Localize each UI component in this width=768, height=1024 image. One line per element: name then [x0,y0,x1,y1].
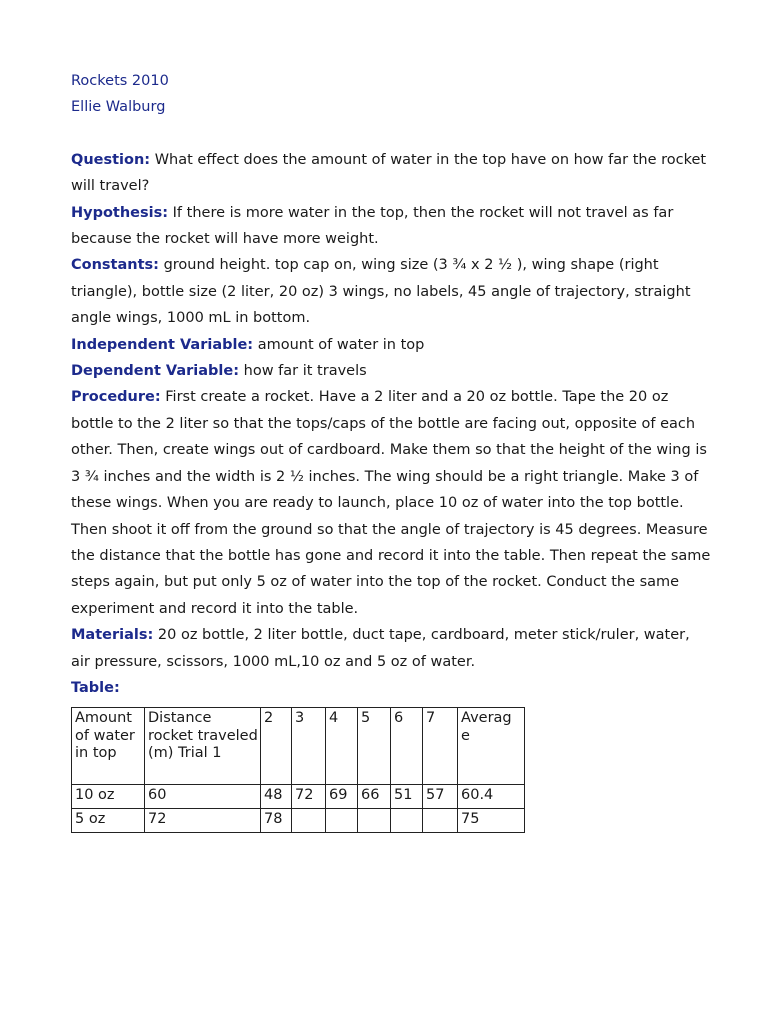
table-cell [391,809,423,833]
table-cell [292,809,326,833]
table-cell [326,809,358,833]
table-section [71,675,711,701]
dependent-variable-section [71,358,711,384]
independent-variable-section [71,332,711,358]
procedure-text: First create a rocket. Have a 2 liter and a 20 oz bottle. Tape the 20 oz bottle to the 2 liter so that the tops/caps of the bottle are facing out, opposite of each other. Then, create wings out of cardboard. Make them so that the height of the wing is 3 ¾ inches and the width is 2 ½ inches. The wing should be a right triangle. Make 3 of these wings. When you are ready to launch, place 10 oz of water into the top bottle. Then shoot it off from the ground so that the angle of trajectory is 45 degrees. Measure the distance that the bottle has gone and record it into the table. Then repeat the same steps again, but put only 5 oz of water into the top of the rocket. Conduct the same experiment and record it into the table. [71,389,711,617]
table-cell [423,809,458,833]
table-label: Table: [71,679,120,696]
table-cell: 69 [326,785,358,809]
document-page [71,68,711,833]
table-header-cell: Averag e [458,708,525,785]
table-row [72,785,525,809]
materials-text: 20 oz bottle, 2 liter bottle, duct tape, cardboard, meter stick/ruler, water, air pressure, scissors, 1000 mL,10 oz and 5 oz of water. [71,627,690,670]
table-header-cell: 4 [326,708,358,785]
table-cell: 66 [358,785,391,809]
author-name: Ellie Walburg [71,99,166,116]
results-table [71,707,525,833]
table-cell: 72 [292,785,326,809]
table-row [72,809,525,833]
table-cell: 51 [391,785,423,809]
table-cell: 78 [261,809,292,833]
procedure-section [71,384,711,622]
table-cell: 48 [261,785,292,809]
title-block [71,68,711,121]
table-header-cell: 5 [358,708,391,785]
table-cell: 60.4 [458,785,525,809]
table-header-cell: Distance rocket traveled (m) Trial 1 [145,708,261,785]
table-header-cell: Amount of water in top [72,708,145,785]
table-header-cell: 3 [292,708,326,785]
table-cell: 72 [145,809,261,833]
dependent-variable-label: Dependent Variable: [71,363,240,380]
hypothesis-text: If there is more water in the top, then the rocket will not travel as far because the rocket will have more weight. [71,204,674,248]
table-header-row [72,708,525,785]
independent-variable-text: amount of water in top [257,336,425,353]
dependent-variable-text: how far it travels [243,363,367,380]
document-title: Rockets 2010 [71,73,169,89]
table-cell: 57 [423,785,458,809]
table-header-cell: 2 [261,708,292,785]
constants-label: Constants: [71,257,159,274]
independent-variable-label: Independent Variable: [71,336,254,353]
table-cell: 75 [458,809,525,833]
table-cell [358,809,391,833]
constants-text: ground height. top cap on, wing size (3 ¾ x 2 ½ ), wing shape (right triangle), bottle size (2 liter, 20 oz) 3 wings, no labels, 45 angle of trajectory, straight angle wings, 1000 mL in bottom. [71,257,691,327]
materials-label: Materials: [71,627,154,644]
table-header-cell: 7 [423,708,458,785]
constants-section [71,252,711,331]
materials-section [71,622,711,675]
table-header-cell: 6 [391,708,423,785]
question-text: What effect does the amount of water in the top have on how far the rocket will travel? [71,151,707,195]
procedure-label: Procedure: [71,389,161,406]
table-cell: 60 [145,785,261,809]
hypothesis-section [71,200,711,253]
table-cell: 10 oz [72,785,145,809]
question-label: Question: [71,151,151,168]
hypothesis-label: Hypothesis: [71,204,169,221]
question-section [71,147,711,200]
table-cell: 5 oz [72,809,145,833]
